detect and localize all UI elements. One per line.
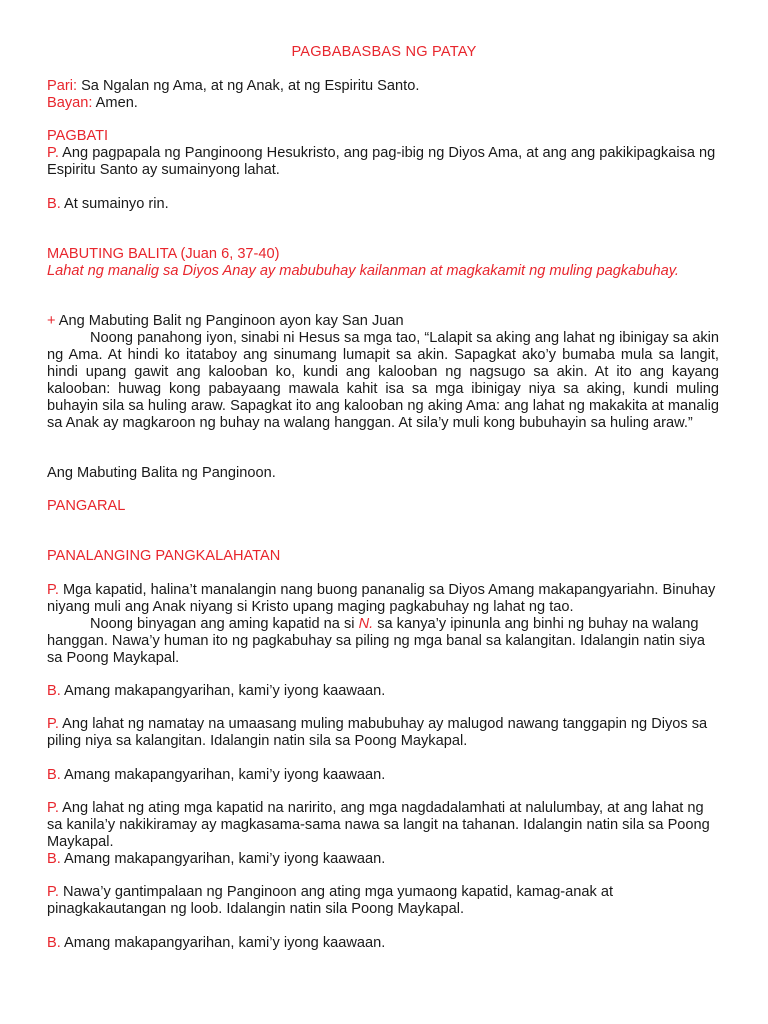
petition-4	[47, 884, 719, 918]
people-label: B.	[47, 767, 61, 783]
people-label: B.	[47, 196, 61, 212]
priest-label: P.	[47, 582, 59, 598]
priest-label: P.	[47, 800, 59, 816]
response-4	[47, 935, 719, 952]
response-2	[47, 767, 719, 784]
bayan-line	[47, 95, 719, 112]
panalangin-intro	[47, 582, 719, 667]
name-placeholder: N.	[358, 616, 374, 632]
gospel-heading: MABUTING BALITA (Juan 6, 37-40)	[47, 246, 280, 262]
response-1	[47, 683, 719, 700]
priest-label: P.	[47, 716, 59, 732]
people-label: B.	[47, 683, 61, 699]
pangaral-heading: PANGARAL	[47, 498, 126, 514]
priest-label: P.	[47, 145, 59, 161]
pagbati-text: Ang pagpapala ng Panginoong Hesukristo, ang pag-ibig ng Diyos Ama, at ang ang pakikipagkaisa ng Espiritu Santo ay sumainyong lahat.	[47, 145, 716, 178]
petition-3	[47, 800, 719, 868]
gospel-announcement	[47, 313, 719, 330]
response-text: Amang makapangyarihan, kami’y iyong kaawaan.	[60, 683, 386, 699]
pagbati-heading: PAGBATI	[47, 128, 109, 144]
priest-label: P.	[47, 884, 59, 900]
pari-label: Pari:	[47, 78, 78, 94]
opening-dialogue	[47, 78, 719, 112]
petition-text: Ang lahat ng ating mga kapatid na naririto, ang mga nagdadalamhati at nalulumbay, at ang lahat ng sa kanila’y nakikiramay ay magkasama-sama nawa sa langit na tahanan. Idalangin natin sila sa Poong Maykapal.	[47, 800, 710, 850]
bayan-text: Amen.	[92, 95, 138, 111]
petition-text: Nawa’y gantimpalaan ng Panginoon ang ating mga yumaong kapatid, kamag-anak at pinagkakautangan ng loob. Idalangin natin sila Poong Maykapal.	[47, 884, 614, 917]
intro-text-2b: sa kanya’y ipinunla ang binhi ng buhay na walang hanggan. Nawa’y human ito ng pagkabuhay sa piling ng mga banal sa kalangitan. Idalangin natin siya sa Poong Maykapal.	[47, 616, 705, 666]
bayan-label: Bayan:	[47, 95, 93, 111]
response-text: Amang makapangyarihan, kami’y iyong kaawaan.	[60, 935, 386, 951]
pagbati-response	[47, 196, 719, 213]
pari-line	[47, 78, 719, 95]
intro-text-2a: Noong binyagan ang aming kapatid na si	[90, 616, 359, 632]
cross-sign: +	[47, 313, 56, 329]
petition-text: Ang lahat ng namatay na umaasang muling mabubuhay ay malugod nawang tanggapin ng Diyos sa piling niya sa kalangitan. Idalangin natin sila sa Poong Maykapal.	[47, 716, 708, 749]
gospel-antiphon: Lahat ng manalig sa Diyos Anay ay mabubuhay kailanman at magkakamit ng muling pagkabuhay.	[47, 263, 679, 279]
pari-text: Sa Ngalan ng Ama, at ng Anak, at ng Espiritu Santo.	[77, 78, 420, 94]
document-title: PAGBABASBAS NG PATAY	[291, 44, 477, 60]
response-text: Amang makapangyarihan, kami’y iyong kaawaan.	[60, 851, 386, 867]
response-text: Amang makapangyarihan, kami’y iyong kaawaan.	[60, 767, 386, 783]
petition-2	[47, 716, 719, 750]
people-label: B.	[47, 851, 61, 867]
gospel-reading	[47, 330, 719, 432]
gospel-closing: Ang Mabuting Balita ng Panginoon.	[47, 465, 276, 481]
intro-text: Mga kapatid, halina’t manalangin nang buong pananalig sa Diyos Amang makapangyariahn. Binuhay niyang muli ang Anak niyang si Kristo upang maging pagkabuhay ng lahat ng tao.	[47, 582, 716, 615]
gospel-reading-text: Noong panahong iyon, sinabi ni Hesus sa mga tao, “Lalapit sa aking ang lahat ng ibinigay sa akin ng Ama. At hindi ko itataboy ang sinumang lumapit sa akin. Sapagkat ako’y bumaba mula sa langit, hindi upang gawit ang kalooban ko, kundi ang kalooban ng nagsugo sa akin. At ito ang kayang kalooban: huwag kong pabayaang mawala kahit isa sa mga ibinigay niya sa aking, kundi muling buhayin sila sa huling araw. Sapagkat ito ang kalooban ng aking Ama: ang lahat ng makakita at manalig sa Anak ay magkaroon ng buhay na walang hanggan. At sila’y muli kong bubuhayin sa huling araw.”	[47, 330, 719, 431]
panalangin-heading: PANALANGING PANGKALAHATAN	[47, 548, 281, 564]
people-label: B.	[47, 935, 61, 951]
pagbati-priest	[47, 145, 719, 179]
pagbati-response-text: At sumainyo rin.	[60, 196, 169, 212]
gospel-announce-text: Ang Mabuting Balit ng Panginoon ayon kay San Juan	[55, 313, 404, 329]
